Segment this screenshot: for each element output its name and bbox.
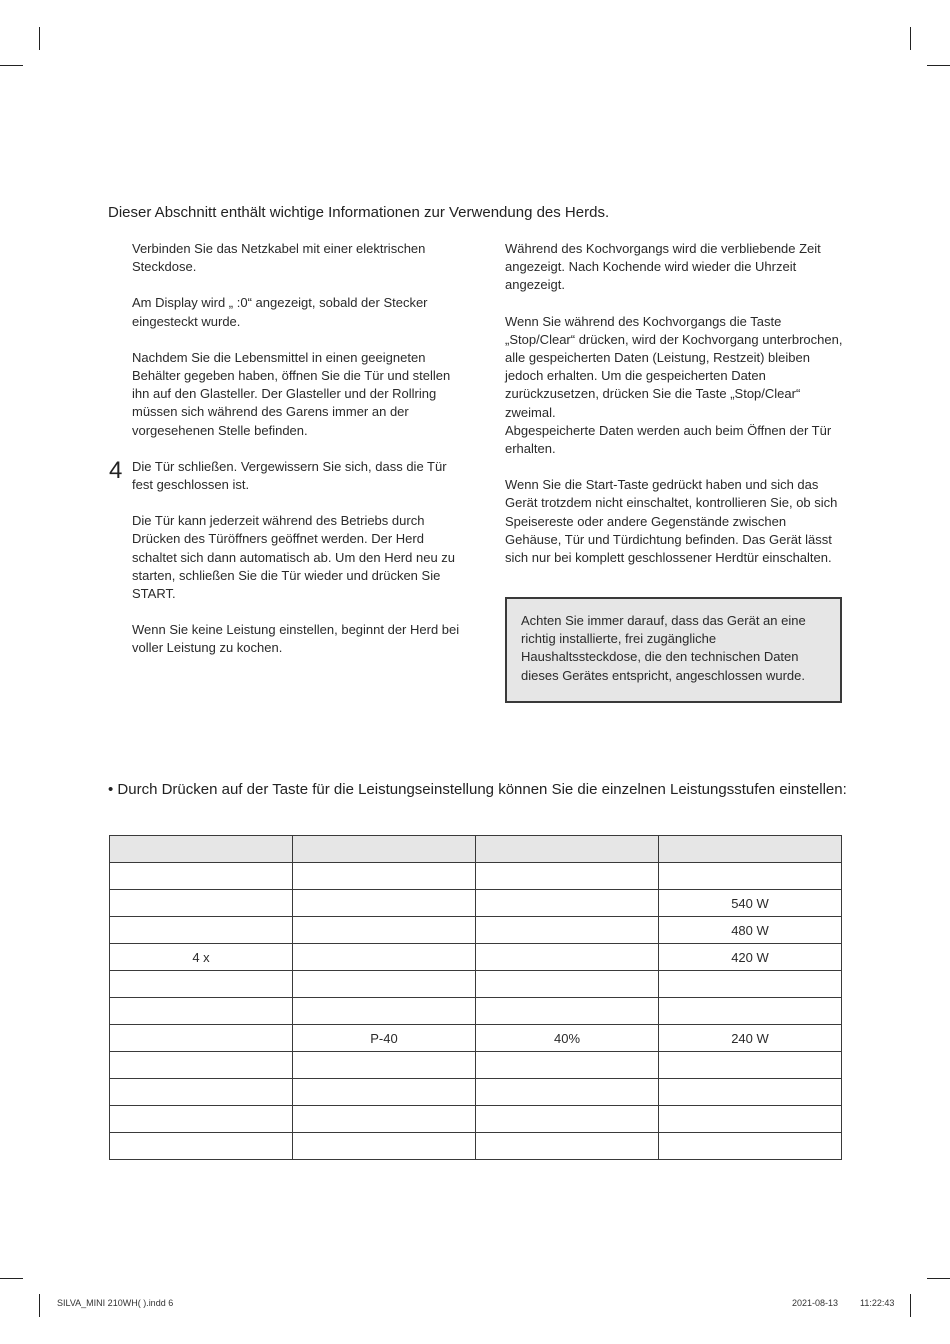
crop-mark-top-right-horizontal <box>927 65 950 66</box>
table-cell <box>110 1133 293 1160</box>
table-cell: P-40 <box>293 1025 476 1052</box>
instruction-paragraph: Während des Kochvorgangs wird die verbliebende Zeit angezeigt. Nach Kochende wird wieder die Uhrzeit angezeigt. <box>505 241 821 293</box>
power-level-bullet: • Durch Drücken auf der Taste für die Leistungseinstellung können Sie die einzelnen Leistungsstufen einstellen: <box>108 781 847 798</box>
table-cell <box>293 998 476 1025</box>
table-cell: 40% <box>476 1025 659 1052</box>
table-header-cell <box>476 836 659 863</box>
table-row <box>110 1025 842 1052</box>
left-column <box>132 240 462 676</box>
table-cell <box>476 971 659 998</box>
table-cell <box>659 1079 842 1106</box>
instruction-paragraph: Wenn Sie während des Kochvorgangs die Taste „Stop/Clear“ drücken, wird der Kochvorgang unterbrochen, alle gespeicherten Daten (Leistung, Restzeit) bleiben jedoch erhalten. Um die gespeicherten Daten zurückzusetzen, drücken Sie die Taste „Stop/Clear“ zweimal. <box>505 313 843 420</box>
footer-time: 11:22:43 <box>860 1298 895 1308</box>
instruction-paragraph: Die Tür schließen. Vergewissern Sie sich, dass die Tür fest geschlossen ist. <box>132 458 447 493</box>
instruction-paragraph: Wenn Sie keine Leistung einstellen, beginnt der Herd bei voller Leistung zu kochen. <box>132 622 460 656</box>
table-row <box>110 863 842 890</box>
table-cell <box>293 1106 476 1133</box>
instruction-paragraph: Abgespeicherte Daten werden auch beim Öffnen der Tür erhalten. <box>505 422 832 457</box>
table-cell <box>476 1133 659 1160</box>
table-row <box>110 1079 842 1106</box>
table-cell <box>659 863 842 890</box>
table-cell <box>293 863 476 890</box>
footer-file-name: SILVA_MINI 210WH( ).indd 6 <box>57 1298 174 1308</box>
table-cell: 420 W <box>659 944 842 971</box>
table-cell <box>476 944 659 971</box>
instruction-paragraph: Am Display wird „ :0“ angezeigt, sobald der Stecker eingesteckt wurde. <box>132 295 428 329</box>
table-cell <box>293 1133 476 1160</box>
table-cell <box>293 890 476 917</box>
right-column <box>505 240 845 585</box>
footer-date: 2021-08-13 <box>792 1298 839 1308</box>
instruction-paragraph: Die Tür kann jederzeit während des Betriebs durch Drücken des Türöffners geöffnet werden. Der Herd schaltet sich dann automatisch ab. Um den Herd neu zu starten, schließen Sie die Tür wieder und drücken Sie START. <box>132 513 456 602</box>
crop-mark-top-left-vertical <box>39 27 40 50</box>
table-cell <box>476 863 659 890</box>
table-cell: 240 W <box>659 1025 842 1052</box>
table-cell <box>476 1052 659 1079</box>
table-cell <box>110 863 293 890</box>
step-number: 4 <box>109 457 123 484</box>
table-cell <box>110 1052 293 1079</box>
table-header-cell <box>659 836 842 863</box>
table-row <box>110 917 842 944</box>
instruction-paragraph: Wenn Sie die Start-Taste gedrückt haben und sich das Gerät trotzdem nicht einschaltet, kontrollieren Sie, ob sich Speisereste oder andere Gegenstände zwischen Gehäuse, Tür und Türdichtung befinden. Das Gerät lässt sich nur bei komplett geschlossener Herdtür einschalten. <box>505 477 838 566</box>
power-level-table <box>109 835 842 1160</box>
table-cell <box>476 1106 659 1133</box>
table-cell <box>659 1052 842 1079</box>
table-header-cell <box>293 836 476 863</box>
table-cell <box>476 998 659 1025</box>
table-row <box>110 1106 842 1133</box>
section-intro: Dieser Abschnitt enthält wichtige Informationen zur Verwendung des Herds. <box>108 204 610 221</box>
instruction-paragraph: Nachdem Sie die Lebensmittel in einen geeigneten Behälter gegeben haben, öffnen Sie die Tür und stellen ihn auf den Glasteller. Der Glasteller und der Rollring müssen sich während des Garens immer an der vorgesehenen Stelle befinden. <box>132 349 451 438</box>
table-cell <box>110 917 293 944</box>
table-header-cell <box>110 836 293 863</box>
table-cell <box>659 971 842 998</box>
table-cell <box>476 917 659 944</box>
table-cell <box>110 998 293 1025</box>
table-row <box>110 890 842 917</box>
table-header-row <box>110 836 842 863</box>
crop-mark-bottom-right-horizontal <box>927 1278 950 1279</box>
table-cell <box>110 971 293 998</box>
table-cell <box>476 890 659 917</box>
table-cell <box>110 890 293 917</box>
table-cell <box>293 1079 476 1106</box>
table-cell <box>659 1133 842 1160</box>
table-cell: 480 W <box>659 917 842 944</box>
table-cell <box>293 917 476 944</box>
table-cell <box>110 1106 293 1133</box>
table-cell <box>476 1079 659 1106</box>
table-row <box>110 1133 842 1160</box>
note-box: Achten Sie immer darauf, dass das Gerät an eine richtig installierte, frei zugängliche Haushaltssteckdose, die den technischen Daten dieses Gerätes entspricht, angeschlossen wurde. <box>505 597 842 703</box>
table-cell: 540 W <box>659 890 842 917</box>
instruction-paragraph: Verbinden Sie das Netzkabel mit einer elektrischen Steckdose. <box>132 241 426 275</box>
table-cell <box>110 1025 293 1052</box>
crop-mark-bottom-left-horizontal <box>0 1278 23 1279</box>
crop-mark-top-right-vertical <box>910 27 911 50</box>
crop-mark-bottom-left-vertical <box>39 1294 40 1317</box>
table-cell <box>110 1079 293 1106</box>
crop-mark-top-left-horizontal <box>0 65 23 66</box>
table-row <box>110 998 842 1025</box>
table-cell <box>659 998 842 1025</box>
crop-mark-bottom-right-vertical <box>910 1294 911 1317</box>
table-cell: 4 x <box>110 944 293 971</box>
table-row <box>110 971 842 998</box>
table-cell <box>293 944 476 971</box>
table-cell <box>293 1052 476 1079</box>
table-row <box>110 944 842 971</box>
table-cell <box>293 971 476 998</box>
table-cell <box>659 1106 842 1133</box>
table-row <box>110 1052 842 1079</box>
